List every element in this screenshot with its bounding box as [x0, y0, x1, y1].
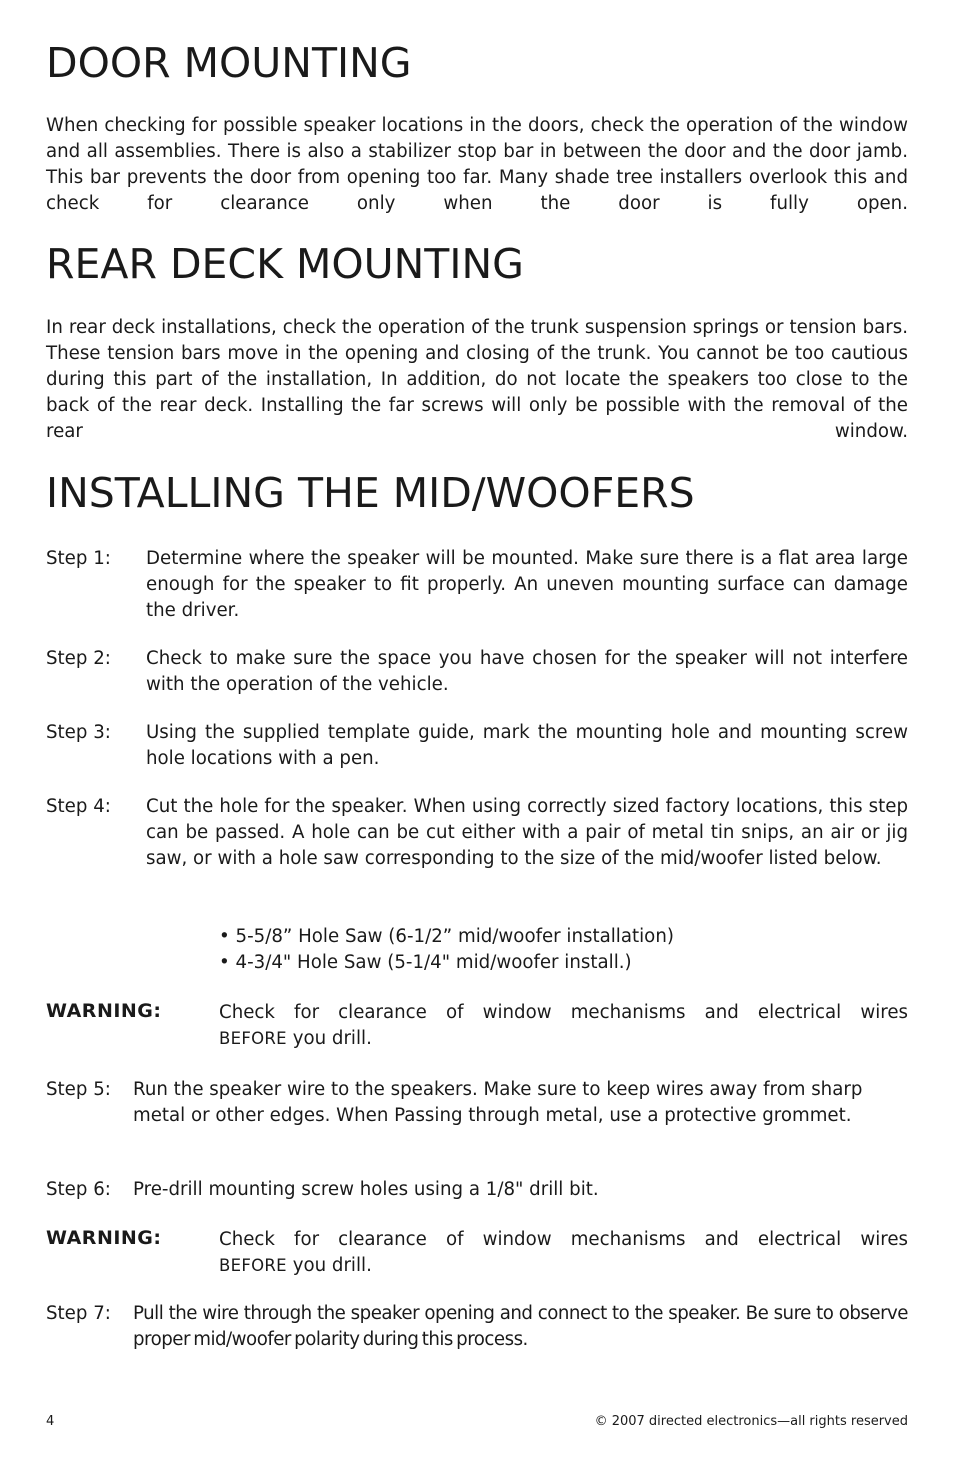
step-text: Determine where the speaker will be mounted. Make sure there is a flat area large enough for the speaker to fit properly. An uneven mounting surface can damage the driver.: [146, 548, 908, 621]
warning-line: Check for clearance of window mechanisms and electrical wires: [219, 1002, 908, 1023]
step-text: Pull the wire through the speaker opening and connect to the speaker. Be sure to observe proper mid/woofer polarity during this process.: [133, 1303, 908, 1350]
paragraph-rear-deck-mounting: In rear deck installations, check the operation of the trunk suspension springs or tension bars. These tension bars move in the opening and closing of the trunk. You cannot be too cautious during this part of the installation, In addition, do not locate the speakers too close to the back of the rear deck. Installing the far screws will only be possible with the removal of the rear window.: [46, 317, 908, 442]
warning-rest: you drill.: [286, 1028, 372, 1049]
copyright-notice: © 2007 directed electronics—all rights reserved: [594, 1414, 908, 1429]
warning-emphasis: BEFORE: [219, 1256, 287, 1275]
page-number: 4: [46, 1414, 55, 1429]
hole-saw-list: [219, 924, 674, 976]
paragraph-door-mounting: When checking for possible speaker locations in the doors, check the operation of the window and all assemblies. There is also a stabilizer stop bar in between the door and the door jamb. This bar prevents the door from opening too far. Many shade tree installers overlook this and check for clearance only when the door is fully open.: [46, 115, 908, 214]
step-text: Pre-drill mounting screw holes using a 1/8" drill bit.: [133, 1179, 599, 1200]
heading-installing-mid-woofers: INSTALLING THE MID/WOOFERS: [46, 469, 695, 517]
step-label: Step 3:: [46, 722, 111, 743]
warning-emphasis: BEFORE: [219, 1029, 287, 1048]
step-label: Step 1:: [46, 548, 111, 569]
step-label: Step 2:: [46, 648, 111, 669]
step-label: Step 5:: [46, 1079, 111, 1100]
heading-door-mounting: DOOR MOUNTING: [46, 39, 412, 87]
warning-text: [219, 1227, 908, 1279]
warning-label: WARNING:: [46, 1227, 162, 1249]
warning-label: WARNING:: [46, 1000, 162, 1022]
step-text: Run the speaker wire to the speakers. Make sure to keep wires away from sharp metal or other edges. When Passing through metal, use a protective grommet.: [133, 1079, 863, 1126]
list-item: • 5-5/8” Hole Saw (6-1/2” mid/woofer installation): [219, 926, 674, 947]
step-label: Step 4:: [46, 796, 111, 817]
step-text: Check to make sure the space you have chosen for the speaker will not interfere with the operation of the vehicle.: [146, 648, 908, 695]
heading-rear-deck-mounting: REAR DECK MOUNTING: [46, 240, 524, 288]
step-text: Cut the hole for the speaker. When using correctly sized factory locations, this step can be passed. A hole can be cut either with a pair of metal tin snips, an air or jig saw, or with a hole saw corresponding to the size of the mid/woofer listed below.: [146, 796, 908, 869]
list-item: • 4-3/4" Hole Saw (5-1/4" mid/woofer install.): [219, 952, 632, 973]
step-label: Step 7:: [46, 1303, 111, 1324]
step-text: Using the supplied template guide, mark the mounting hole and mounting screw hole locations with a pen.: [146, 722, 908, 769]
step-label: Step 6:: [46, 1179, 111, 1200]
warning-line: Check for clearance of window mechanisms and electrical wires: [219, 1229, 908, 1250]
warning-rest: you drill.: [286, 1255, 372, 1276]
warning-text: [219, 1000, 908, 1052]
